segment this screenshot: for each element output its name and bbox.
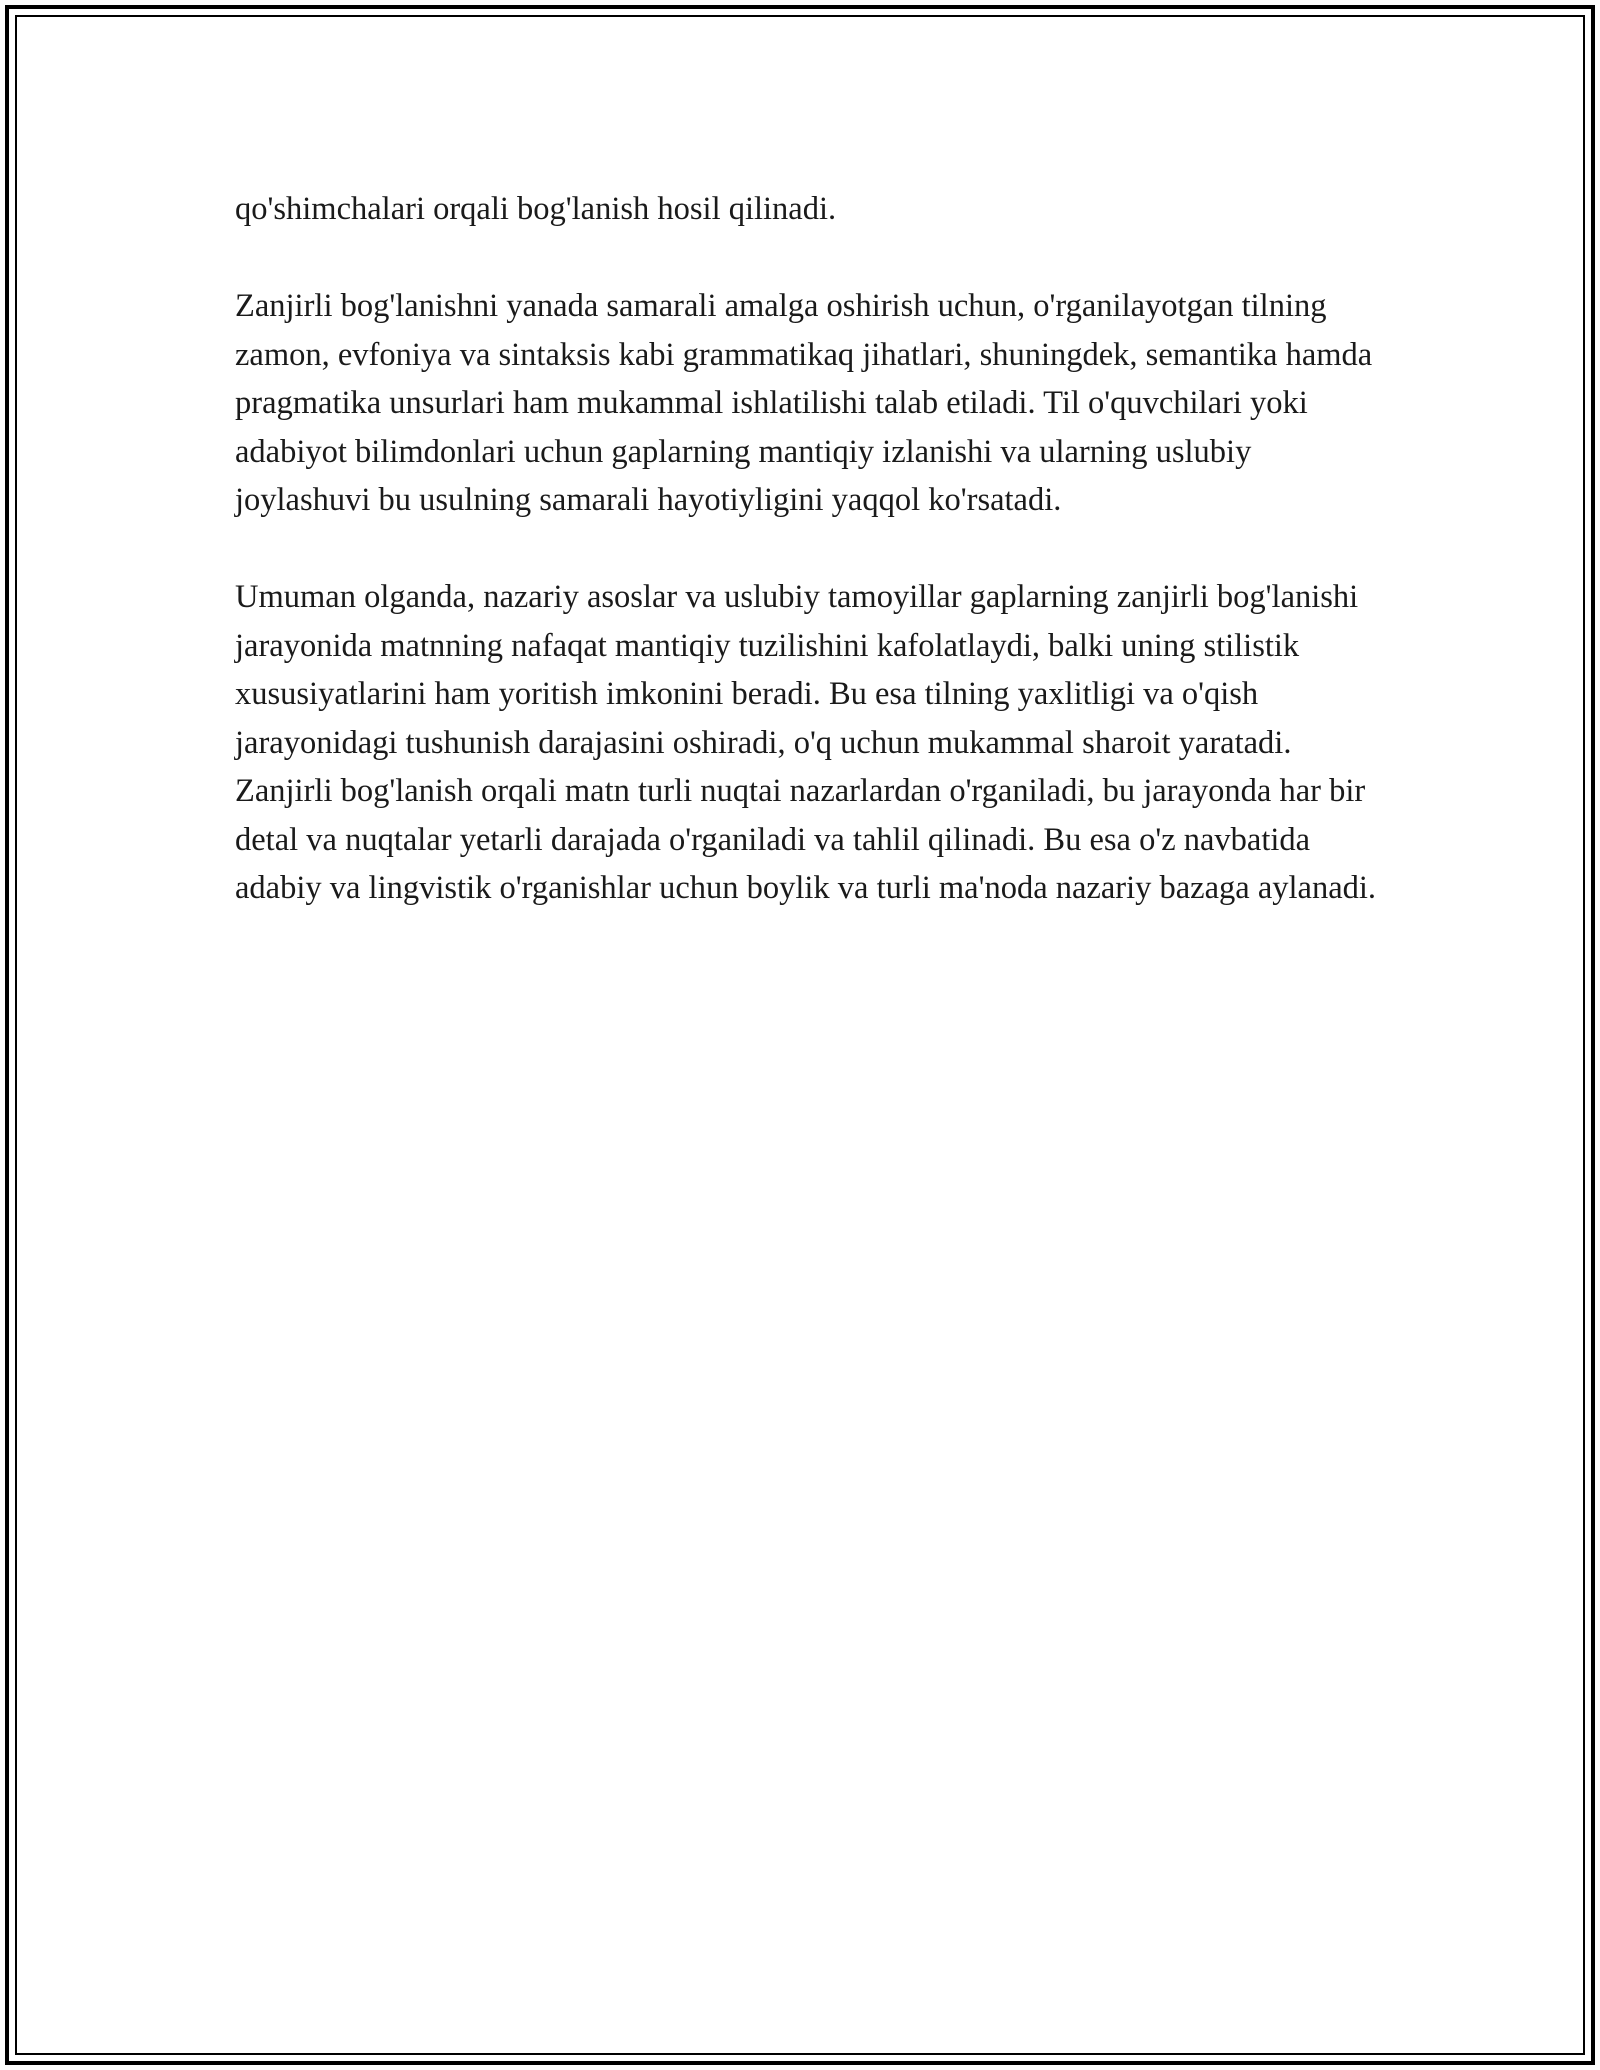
document-body xyxy=(235,185,1385,913)
paragraph-2: Zanjirli bog'lanishni yanada samarali amalga oshirish uchun, o'rganilayotgan tilning zamon, evfoniya va sintaksis kabi grammatikaq jihatlari, shuningdek, semantika hamda pragmatika unsurlari ham mukammal ishlatilishi talab etiladi. Til o'quvchilari yoki adabiyot bilimdonlari uchun gaplarning mantiqiy izlanishi va ularning uslubiy joylashuvi bu usulning samarali hayotiyligini yaqqol ko'rsatadi. xyxy=(235,288,1373,518)
paragraph-3: Umuman olganda, nazariy asoslar va uslubiy tamoyillar gaplarning zanjirli bog'lanishi jarayonida matnning nafaqat mantiqiy tuzilishini kafolatlaydi, balki uning stilistik xususiyatlarini ham yoritish imkonini beradi. Bu esa tilning yaxlitligi va o'qish jarayonidagi tushunish darajasini oshiradi, o'q uchun mukammal sharoit yaratadi. Zanjirli bog'lanish orqali matn turli nuqtai nazarlardan o'rganiladi, bu jarayonda har bir detal va nuqtalar yetarli darajada o'rganiladi va tahlil qilinadi. Bu esa o'z navbatida adabiy va lingvistik o'rganishlar uchun boylik va turli ma'noda nazariy bazaga aylanadi. xyxy=(235,579,1377,906)
paragraph-1: qo'shimchalari orqali bog'lanish hosil qilinadi. xyxy=(235,191,837,227)
